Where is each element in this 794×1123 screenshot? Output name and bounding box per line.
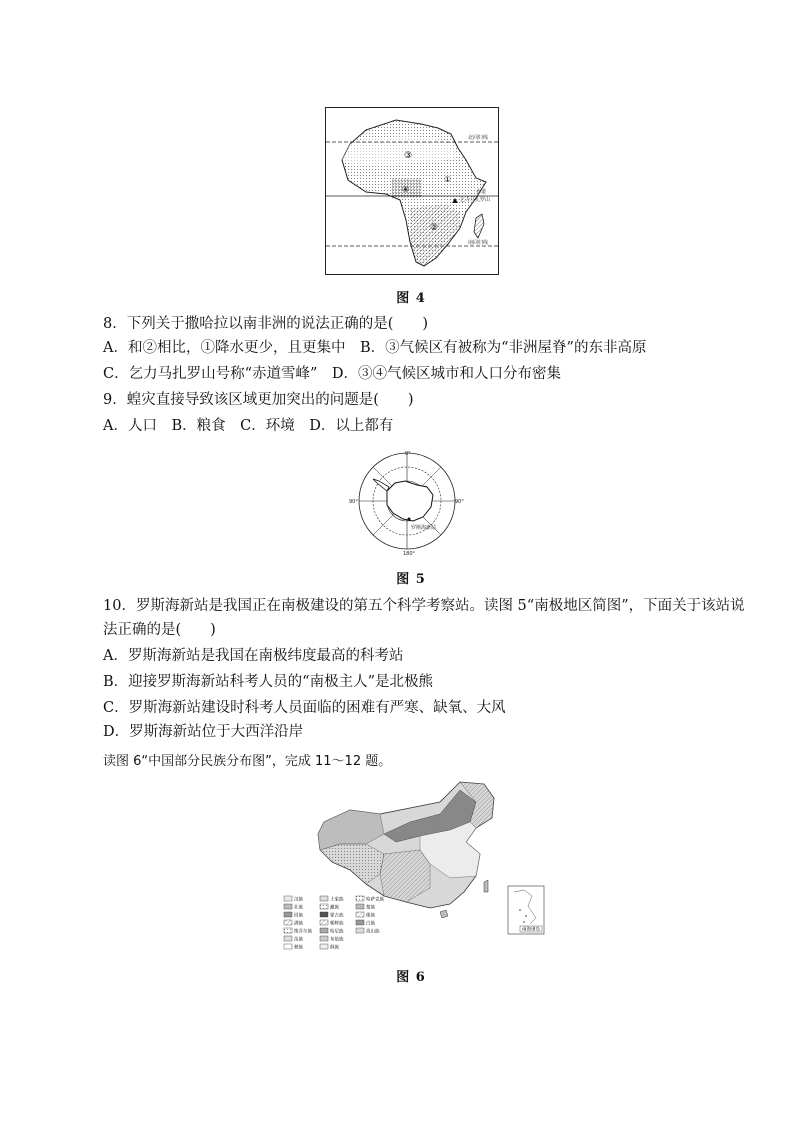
zone-4-label: ④ bbox=[402, 185, 410, 194]
south-china-sea-inset bbox=[508, 886, 544, 934]
inset-label: 南海诸岛 bbox=[522, 927, 540, 933]
legend bbox=[284, 896, 384, 951]
legend-item: 布依族 bbox=[330, 937, 344, 943]
antarctica-landmass bbox=[387, 481, 433, 521]
question-9-stem: 9．蝗灾直接导致该区域更加突出的问题是( ) bbox=[103, 392, 414, 408]
zone-1-label: ① bbox=[444, 175, 452, 184]
legend-item: 高山族 bbox=[366, 929, 380, 935]
question-10-option-a: A．罗斯海新站是我国在南极纬度最高的科考站 bbox=[103, 648, 404, 664]
antarctica-map-svg bbox=[347, 447, 467, 557]
legend-col-3 bbox=[356, 896, 384, 935]
zone-2-label: ② bbox=[430, 223, 439, 233]
hainan-island bbox=[440, 910, 448, 918]
south-tropic-label: 南回归线 bbox=[468, 240, 489, 246]
taiwan-island bbox=[484, 880, 488, 892]
station-marker bbox=[408, 518, 411, 521]
intro-questions-11-12: 读图 6“中国部分民族分布图”，完成 11～12 题。 bbox=[103, 754, 392, 769]
tibet-region bbox=[320, 844, 384, 884]
legend-item: 哈萨克族 bbox=[366, 897, 384, 903]
fig5-right-label: 90° bbox=[455, 499, 464, 505]
legend-item: 土家族 bbox=[330, 897, 344, 903]
africa-map-svg bbox=[326, 108, 498, 274]
figure-6-map bbox=[280, 778, 552, 958]
question-10-stem-line-2: 法正确的是( ) bbox=[103, 622, 216, 638]
figure-4-map bbox=[325, 107, 499, 275]
legend-col-2 bbox=[320, 896, 344, 951]
legend-item: 汉族 bbox=[294, 897, 303, 903]
kilimanjaro-label: 乞力马扎罗山 bbox=[460, 197, 491, 203]
legend-item: 傣族 bbox=[366, 913, 375, 919]
question-10-option-c: C．罗斯海新站建设时科考人员面临的困难有严寒、缺氧、大风 bbox=[103, 700, 506, 716]
figure-5-map bbox=[347, 447, 467, 557]
figure-5-caption: 图 5 bbox=[396, 572, 426, 587]
question-9-options: A．人口 B．粮食 C．环境 D．以上都有 bbox=[103, 418, 394, 434]
legend-item: 维吾尔族 bbox=[294, 929, 312, 935]
question-8-stem: 8．下列关于撒哈拉以南非洲的说法正确的是( ) bbox=[103, 316, 429, 332]
fig5-bottom-label: 180° bbox=[403, 551, 416, 557]
north-tropic-label: 北回归线 bbox=[468, 135, 489, 141]
legend-item: 哈尼族 bbox=[330, 929, 344, 935]
question-8-option-line-1: A．和②相比，①降水更少，且更集中 B．③气候区有被称为“非洲屋脊”的东非高原 bbox=[103, 340, 647, 356]
legend-item: 侗族 bbox=[330, 945, 339, 951]
question-8-option-line-2: C．乞力马扎罗山号称“赤道雪峰” D．③④气候区城市和人口分布密集 bbox=[103, 366, 562, 382]
legend-item: 苗族 bbox=[294, 937, 303, 943]
question-10-stem-line-1: 10．罗斯海新站是我国正在南极建设的第五个科学考察站。读图 5“南极地区简图”，下面关于该站说 bbox=[103, 598, 745, 614]
zone-2-area bbox=[410, 204, 460, 266]
legend-item: 回族 bbox=[294, 913, 303, 919]
fig5-left-label: 90° bbox=[349, 499, 358, 505]
figure-6-caption: 图 6 bbox=[396, 970, 426, 985]
legend-item: 朝鲜族 bbox=[330, 921, 344, 927]
legend-item: 黎族 bbox=[366, 905, 375, 911]
legend-item: 壮族 bbox=[294, 905, 303, 911]
question-10-option-d: D．罗斯海新站位于大西洋沿岸 bbox=[103, 724, 304, 740]
china-map-svg bbox=[280, 778, 552, 958]
question-10-option-b: B．迎接罗斯海新站科考人员的“南极主人”是北极熊 bbox=[103, 674, 433, 690]
legend-col-1 bbox=[284, 896, 312, 951]
equator-label: 赤道 bbox=[476, 189, 487, 195]
legend-item: 白族 bbox=[366, 921, 375, 927]
madagascar bbox=[474, 214, 484, 238]
legend-item: 满族 bbox=[294, 921, 303, 927]
legend-item: 蒙古族 bbox=[330, 913, 344, 919]
fig5-top-label: 0° bbox=[405, 451, 411, 457]
figure-4-caption: 图 4 bbox=[396, 291, 426, 306]
legend-item: 藏族 bbox=[330, 905, 339, 911]
legend-item: 彝族 bbox=[294, 945, 303, 951]
zone-3-label: ③ bbox=[404, 151, 413, 161]
ross-sea-station-label: 罗斯海新站 bbox=[411, 525, 437, 531]
